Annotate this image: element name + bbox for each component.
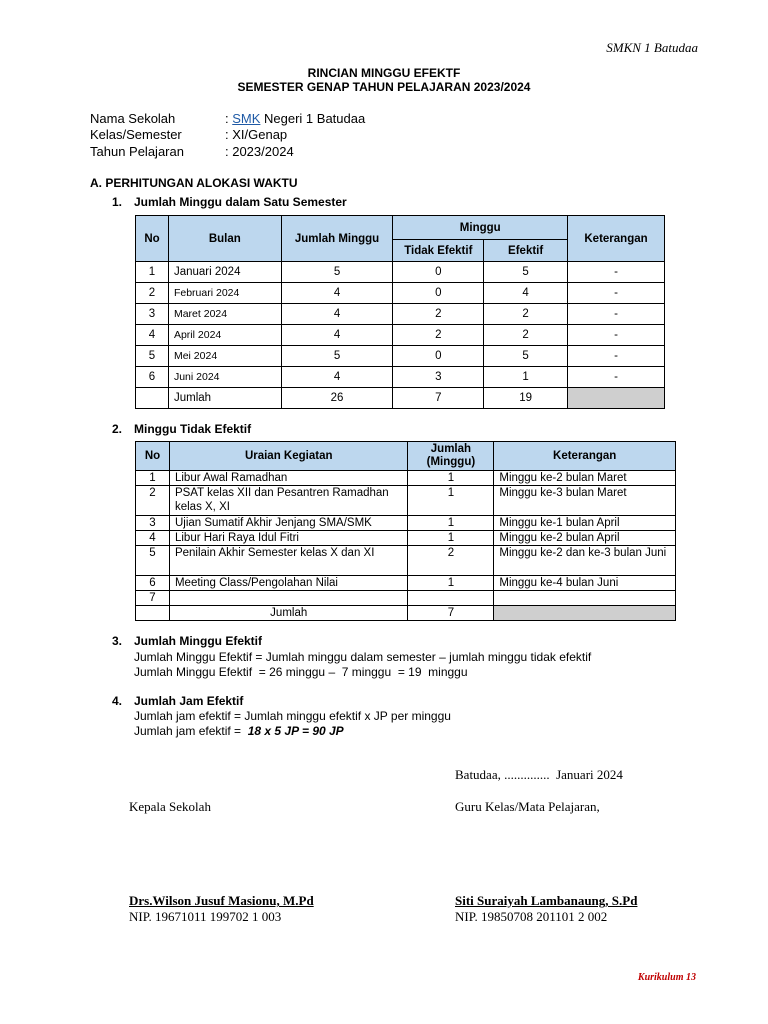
row-no: 6 [136,367,169,388]
row-jumlah: 4 [281,304,393,325]
row2-keterangan: Minggu ke-3 bulan Maret [494,486,676,516]
row-no: 1 [136,262,169,283]
smk-link[interactable]: SMK [232,111,261,126]
table-row [136,346,665,367]
row-bulan: Juni 2024 [168,367,281,388]
row2-keterangan: Minggu ke-4 bulan Juni [494,576,676,591]
row2-jumlah: 1 [408,471,494,486]
row-tidak-efektif: 0 [393,262,484,283]
row2-keterangan: Minggu ke-2 bulan April [494,531,676,546]
row-jumlah: 5 [281,346,393,367]
row-jumlah: 5 [281,262,393,283]
row-no: 2 [136,283,169,304]
s4-heading: Jumlah Jam Efektif [134,694,244,708]
row-keterangan: - [568,325,665,346]
row-efektif: 5 [484,262,568,283]
table-row [136,516,676,531]
meta-school [90,111,365,126]
th-minggu: Minggu [393,216,568,240]
table-row [136,304,665,325]
meta-school-rest: Negeri 1 Batudaa [260,111,366,126]
s2-heading: Minggu Tidak Efektif [134,422,252,436]
th-tidak-efektif: Tidak Efektif [393,240,484,262]
row2-no: 6 [136,576,170,591]
row2-no: 3 [136,516,170,531]
meta-year-label: Tahun Pelajaran [90,144,184,159]
row-bulan: Januari 2024 [168,262,281,283]
meta-class [90,127,287,142]
s3-number: 3. [112,634,123,648]
row-efektif: 2 [484,304,568,325]
table-row [136,531,676,546]
row2-no: 2 [136,486,170,516]
row2-keterangan: Minggu ke-1 bulan April [494,516,676,531]
row-jumlah: 4 [281,367,393,388]
total2-jumlah: 7 [408,606,494,621]
row-keterangan: - [568,262,665,283]
meta-year-value: : 2023/2024 [225,144,294,159]
row-keterangan: - [568,346,665,367]
total2-label: Jumlah [169,606,408,621]
sign-left-nip: NIP. 19671011 199702 1 003 [129,909,282,924]
row-efektif: 1 [484,367,568,388]
meta-school-label: Nama Sekolah [90,111,176,126]
table-row [136,283,665,304]
row2-uraian: Libur Hari Raya Idul Fitri [169,531,408,546]
row-tidak-efektif: 2 [393,325,484,346]
row-keterangan: - [568,304,665,325]
row-efektif: 4 [484,283,568,304]
meta-school-prefix: : [225,111,233,126]
row2-no: 1 [136,471,170,486]
row-bulan: Februari 2024 [168,283,281,304]
s3-line1: Jumlah Minggu Efektif = Jumlah minggu dalam semester – jumlah minggu tidak efektif [134,650,592,664]
row2-no: 7 [136,591,170,606]
table-row [136,367,665,388]
row-tidak-efektif: 0 [393,283,484,304]
row2-jumlah: 1 [408,531,494,546]
s1-heading: Jumlah Minggu dalam Satu Semester [134,195,347,209]
total-jumlah: 26 [281,388,393,409]
table-row [136,546,676,576]
row-no: 4 [136,325,169,346]
s2-number: 2. [112,422,123,436]
row-tidak-efektif: 3 [393,367,484,388]
sign-right-role: Guru Kelas/Mata Pelajaran, [455,799,600,814]
row-efektif: 5 [484,346,568,367]
row-no: 5 [136,346,169,367]
row2-uraian: Libur Awal Ramadhan [169,471,408,486]
page-title: RINCIAN MINGGU EFEKTF [307,66,461,80]
footer-curriculum: Kurikulum 13 [637,972,696,983]
row2-uraian [169,591,408,606]
table-row [136,591,676,606]
row-bulan: April 2024 [168,325,281,346]
row2-no: 5 [136,546,170,576]
sign-left-name: Drs.Wilson Jusuf Masionu, M.Pd [129,893,314,908]
s4-line2 [134,724,344,738]
table-row [136,471,676,486]
row2-jumlah: 1 [408,486,494,516]
th2-jumlah: Jumlah (Minggu) [408,442,494,471]
row-tidak-efektif: 2 [393,304,484,325]
table-total-row [136,388,665,409]
nonweeks-table [135,441,676,621]
section-a-heading: A. PERHITUNGAN ALOKASI WAKTU [90,176,298,190]
sign-right-name: Siti Suraiyah Lambanaung, S.Pd [455,893,638,908]
table-row [136,576,676,591]
th2-uraian: Uraian Kegiatan [169,442,408,471]
total-efektif: 19 [484,388,568,409]
page-subtitle: SEMESTER GENAP TAHUN PELAJARAN 2023/2024 [237,80,531,94]
meta-year [90,144,294,159]
th-jumlah-minggu: Jumlah Minggu [281,216,393,262]
row2-uraian: Meeting Class/Pengolahan Nilai [169,576,408,591]
row2-uraian: Penilain Akhir Semester kelas X dan XI [169,546,408,576]
sign-right-nip: NIP. 19850708 201101 2 002 [455,909,608,924]
s4-line2-value: 18 x 5 JP = 90 JP [247,724,344,738]
row2-jumlah: 2 [408,546,494,576]
row2-keterangan: Minggu ke-2 dan ke-3 bulan Juni [494,546,676,576]
row-no: 3 [136,304,169,325]
header-school-name: SMKN 1 Batudaa [606,40,698,55]
s4-line2-prefix: Jumlah jam efektif = [134,724,248,738]
th-bulan: Bulan [168,216,281,262]
row2-jumlah: 1 [408,576,494,591]
row-efektif: 2 [484,325,568,346]
th-efektif: Efektif [484,240,568,262]
row2-jumlah: 1 [408,516,494,531]
total-tidak: 7 [393,388,484,409]
row-jumlah: 4 [281,283,393,304]
s3-heading: Jumlah Minggu Efektif [134,634,263,648]
row-bulan: Maret 2024 [168,304,281,325]
row2-no: 4 [136,531,170,546]
row2-keterangan [494,591,676,606]
row2-jumlah [408,591,494,606]
row2-uraian: PSAT kelas XII dan Pesantren Ramadhan kelas X, XI [169,486,408,516]
row-jumlah: 4 [281,325,393,346]
row-keterangan: - [568,367,665,388]
th-keterangan: Keterangan [568,216,665,262]
s3-line2: Jumlah Minggu Efektif = 26 minggu – 7 minggu = 19 minggu [134,665,468,679]
weeks-table [135,215,665,409]
th2-keterangan: Keterangan [494,442,676,471]
row2-uraian: Ujian Sumatif Akhir Jenjang SMA/SMK [169,516,408,531]
row-bulan: Mei 2024 [168,346,281,367]
total2-ket-empty [494,606,676,621]
sign-place-date: Batudaa, .............. Januari 2024 [455,767,623,782]
s4-line1: Jumlah jam efektif = Jumlah minggu efektif x JP per minggu [134,709,451,723]
row-tidak-efektif: 0 [393,346,484,367]
table-row [136,325,665,346]
th-no: No [136,216,169,262]
meta-class-value: : XI/Genap [225,127,288,142]
table-row [136,262,665,283]
table2-total-row [136,606,676,621]
total-label: Jumlah [168,388,281,409]
s1-number: 1. [112,195,123,209]
sign-left-role: Kepala Sekolah [129,799,211,814]
s4-number: 4. [112,694,123,708]
row2-keterangan: Minggu ke-2 bulan Maret [494,471,676,486]
total-ket-empty [568,388,665,409]
table-row [136,486,676,516]
th2-no: No [136,442,170,471]
row-keterangan: - [568,283,665,304]
meta-class-label: Kelas/Semester [90,127,182,142]
